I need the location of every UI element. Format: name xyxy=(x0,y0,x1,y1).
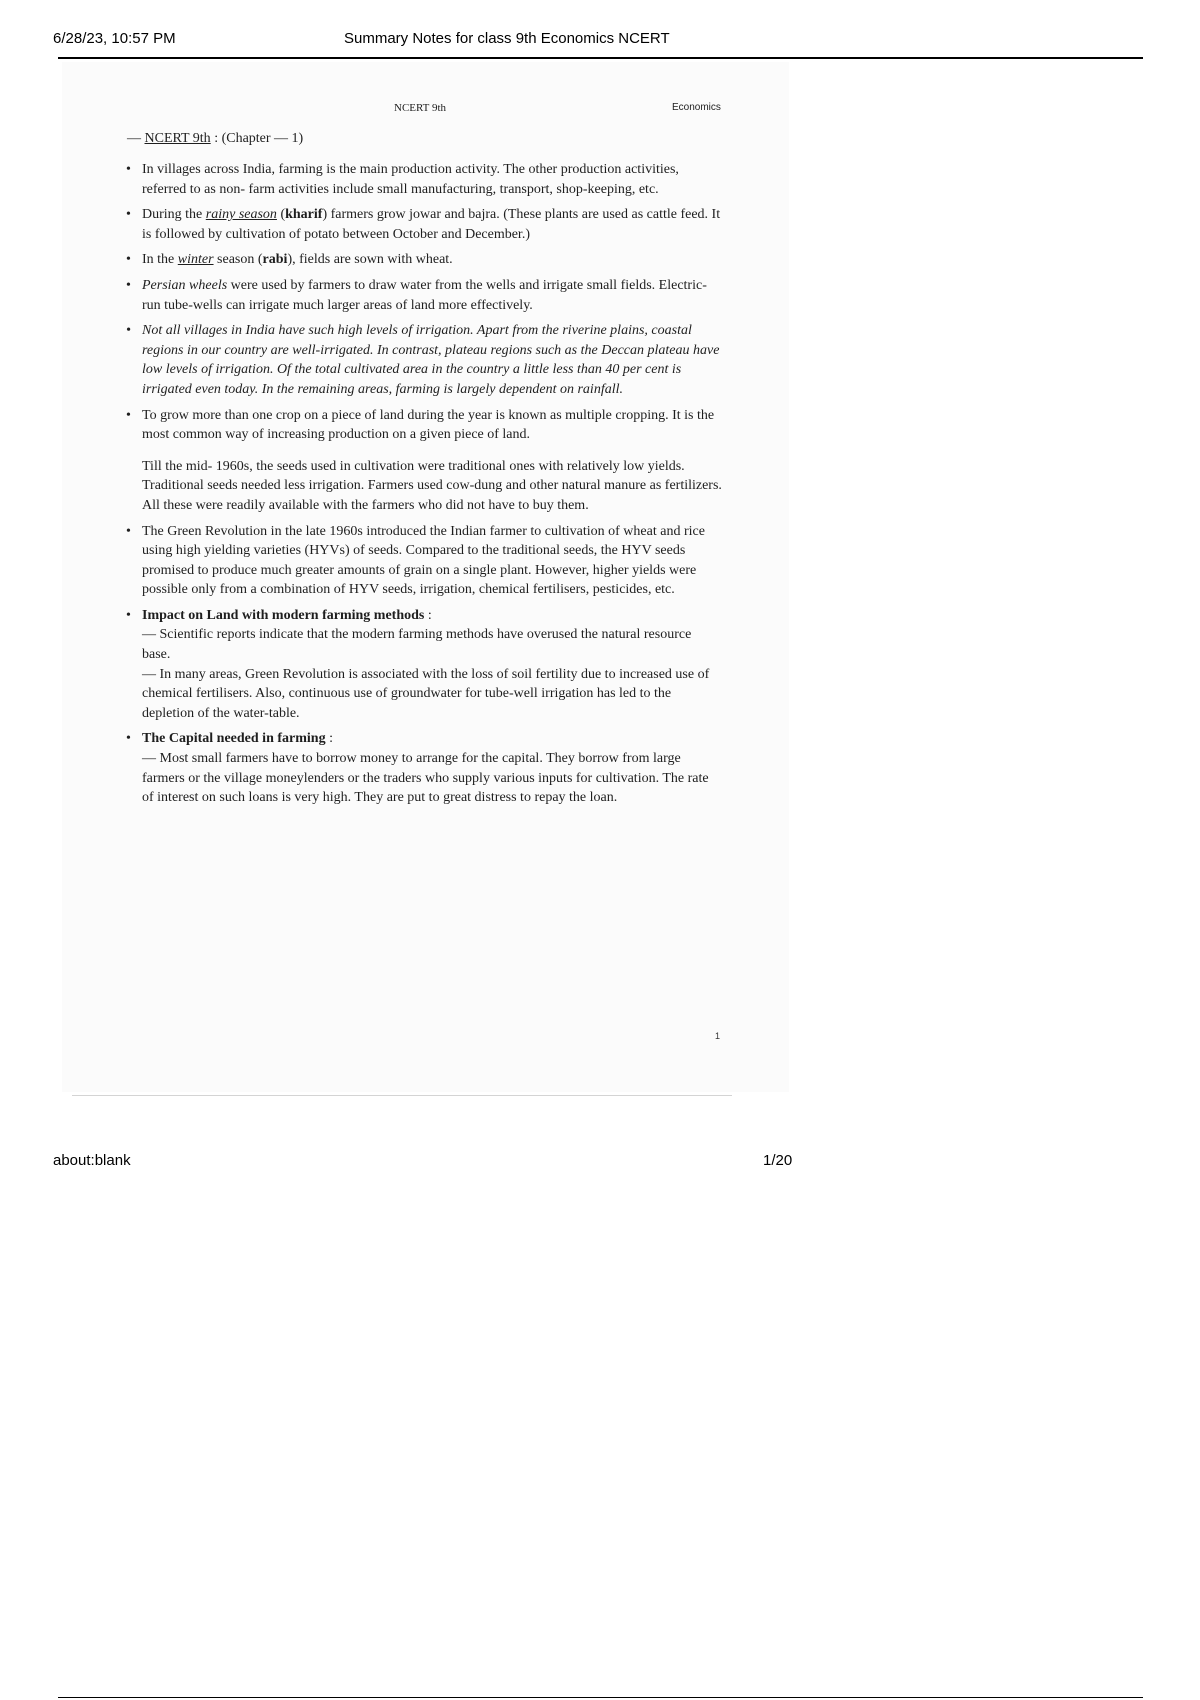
running-header-center: NCERT 9th xyxy=(394,102,447,114)
paragraph xyxy=(125,457,723,516)
note-text: Till the mid- 1960s, the seeds used in cultivation were traditional ones with relatively low yields. Traditional seeds needed less irrigation. Farmers used cow-dung and other natural manure as fertilizers. All these were readily available with the farmers who did not have to buy them. xyxy=(142,458,722,513)
note-heading: The Capital needed in farming xyxy=(142,731,326,747)
chapter-book: NCERT 9th xyxy=(144,131,211,146)
footer-rule xyxy=(58,1697,1143,1698)
note-text: In villages across India, farming is the main production activity. The other production activities, referred to as non- farm activities include small manufacturing, transport, shop-keeping, etc. xyxy=(142,162,679,197)
list-item xyxy=(125,321,723,399)
note-text: ), fields are sown with wheat. xyxy=(287,252,453,268)
list-item xyxy=(125,729,723,807)
note-bold: kharif xyxy=(285,207,323,223)
note-heading: Impact on Land with modern farming methods xyxy=(142,607,425,623)
list-item xyxy=(125,606,723,724)
print-page-count: 1/20 xyxy=(763,1152,793,1169)
note-text: Not all villages in India have such high levels of irrigation. Apart from the riverine plains, coastal regions in our country are well-irrigated. In contrast, plateau regions such as the Deccan plateau have low levels of irrigation. Of the total cultivated area in the country a little less than 40 per cent is irrigated even today. In the remaining areas, farming is largely dependent on rainfall. xyxy=(142,323,720,397)
note-subpoint: — In many areas, Green Revolution is associated with the loss of soil fertility due to increased use of chemical fertilisers. Also, continuous use of groundwater for tube-well irrigation has led to the depletion of the water-table. xyxy=(142,666,710,721)
list-item xyxy=(125,406,723,445)
list-item xyxy=(125,276,723,315)
running-header-right: Economics xyxy=(672,102,721,113)
list-item xyxy=(125,522,723,600)
print-url: about:blank xyxy=(53,1152,131,1169)
chapter-heading xyxy=(127,131,303,147)
note-emphasis: rainy season xyxy=(205,207,277,223)
print-datetime: 6/28/23, 10:57 PM xyxy=(53,30,176,47)
note-text: ) farmers grow jowar and bajra. (These plants are used as cattle feed. It is followed by cultivation of potato between October and December.) xyxy=(142,207,721,242)
note-subpoint: — Most small farmers have to borrow money to arrange for the capital. They borrow from large farmers or the village moneylenders or the traders who supply various inputs for cultivation. The rate of interest on such loans is very high. They are put to great distress to repay the loan. xyxy=(142,751,709,806)
notes-list xyxy=(125,160,723,814)
chapter-number: : (Chapter — 1) xyxy=(210,131,304,146)
note-text: : xyxy=(424,607,432,623)
print-page-title: Summary Notes for class 9th Economics NCERT xyxy=(344,30,670,47)
note-emphasis: winter xyxy=(177,252,214,268)
note-text: were used by farmers to draw water from the wells and irrigate small fields. Electric-run tube-wells can irrigate much larger areas of land more effectively. xyxy=(142,277,707,313)
note-text: The Green Revolution in the late 1960s introduced the Indian farmer to cultivation of wheat and rice using high yielding varieties (HYVs) of seeds. Compared to the traditional seeds, the HYV seeds promised to produce much greater amounts of grain on a single plant. However, higher yields were possible only from a combination of HYV seeds, irrigation, chemical fertilisers, pesticides, etc. xyxy=(142,523,705,598)
list-item xyxy=(125,250,723,270)
page-number: 1 xyxy=(715,1031,721,1041)
list-item xyxy=(125,205,723,244)
note-text: In the xyxy=(142,252,178,268)
note-bold: rabi xyxy=(262,252,288,268)
note-subpoint: — Scientific reports indicate that the modern farming methods have overused the natural resource base. xyxy=(142,627,692,663)
note-text: To grow more than one crop on a piece of land during the year is known as multiple cropping. It is the most common way of increasing production on a given piece of land. xyxy=(142,407,715,443)
header-rule xyxy=(58,57,1143,59)
note-text: : xyxy=(325,731,333,747)
note-emphasis: Persian wheels xyxy=(142,277,228,293)
page-bottom-divider xyxy=(72,1095,732,1096)
note-text: season ( xyxy=(213,252,263,268)
note-text: During the xyxy=(142,207,206,223)
note-text: ( xyxy=(276,207,286,223)
chapter-dash: — xyxy=(127,131,145,146)
list-item xyxy=(125,160,723,199)
